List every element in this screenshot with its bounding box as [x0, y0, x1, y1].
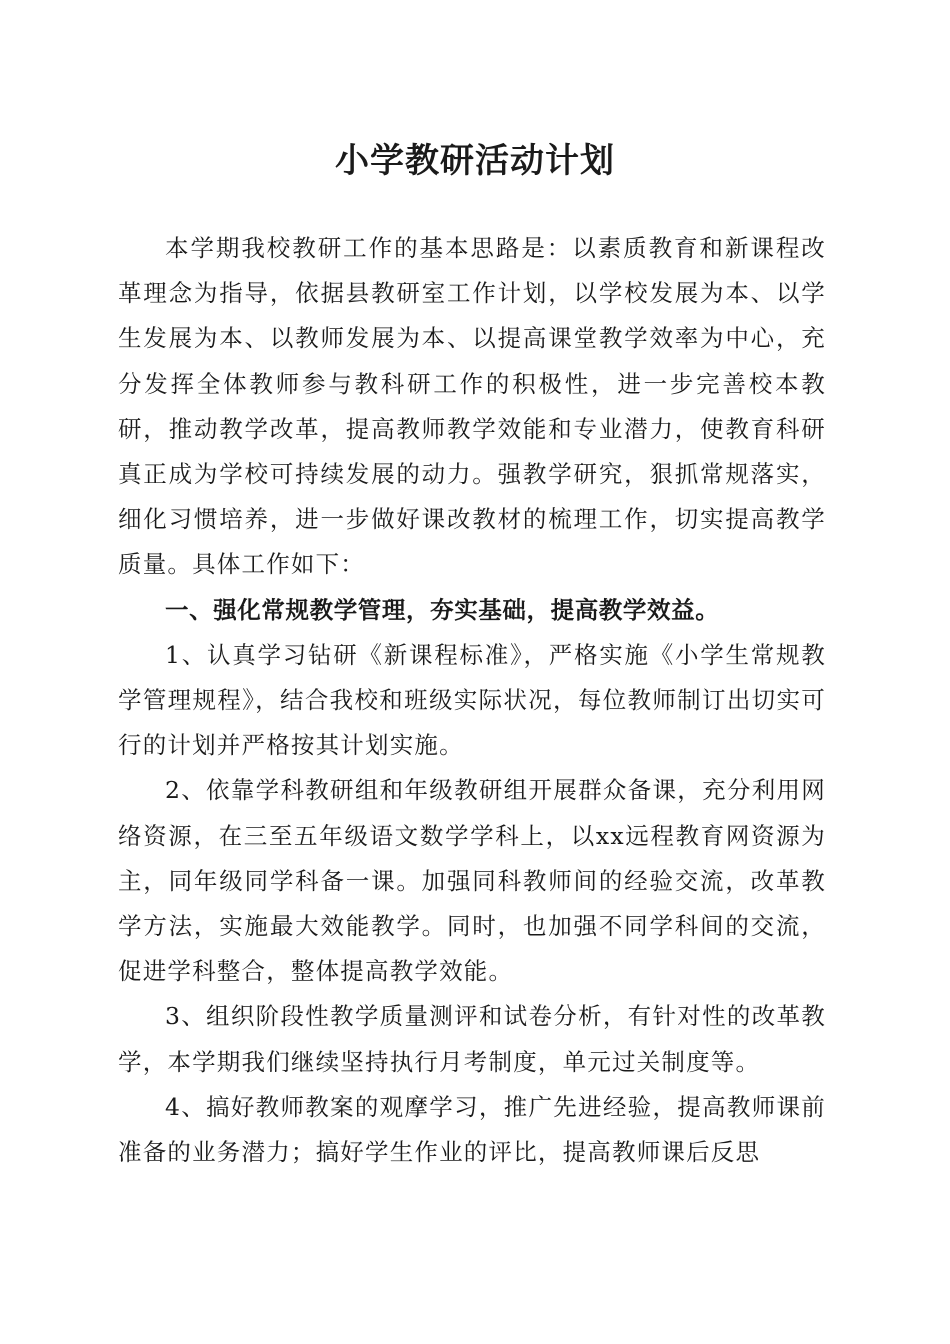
item-4-paragraph: 4、搞好教师教案的观摩学习，推广先进经验，提高教师课前准备的业务潜力；搞好学生作业的评比，提高教师课后反思	[118, 1092, 826, 1167]
document-body	[118, 226, 826, 1175]
document-title: 小学教研活动计划	[335, 141, 615, 181]
item-1-paragraph: 1、认真学习钻研《新课程标准》，严格实施《小学生常规教学管理规程》，结合我校和班级实际状况，每位教师制订出切实可行的计划并严格按其计划实施。	[118, 640, 826, 760]
intro-paragraph: 本学期我校教研工作的基本思路是：以素质教育和新课程改革理念为指导，依据县教研室工作计划，以学校发展为本、以学生发展为本、以教师发展为本、以提高课堂教学效率为中心，充分发挥全体教师参与教科研工作的积极性，进一步完善校本教研，推动教学改革，提高教师教学效能和专业潜力，使教育科研真正成为学校可持续发展的动力。强教学研究，狠抓常规落实，细化习惯培养，进一步做好课改教材的梳理工作，切实提高教学质量。具体工作如下：	[118, 234, 826, 579]
item-3-paragraph: 3、组织阶段性教学质量测评和试卷分析，有针对性的改革教学，本学期我们继续坚持执行月考制度，单元过关制度等。	[118, 1002, 826, 1076]
item-2-paragraph: 2、依靠学科教研组和年级教研组开展群众备课，充分利用网络资源，在三至五年级语文数学学科上，以xx远程教育网资源为主，同年级同学科备一课。加强同科教师间的经验交流，改革教学方法，实施最大效能教学。同时，也加强不同学科间的交流，促进学科整合，整体提高教学效能。	[118, 776, 826, 986]
section-heading: 一、强化常规教学管理，夯实基础，提高教学效益。	[165, 595, 720, 624]
